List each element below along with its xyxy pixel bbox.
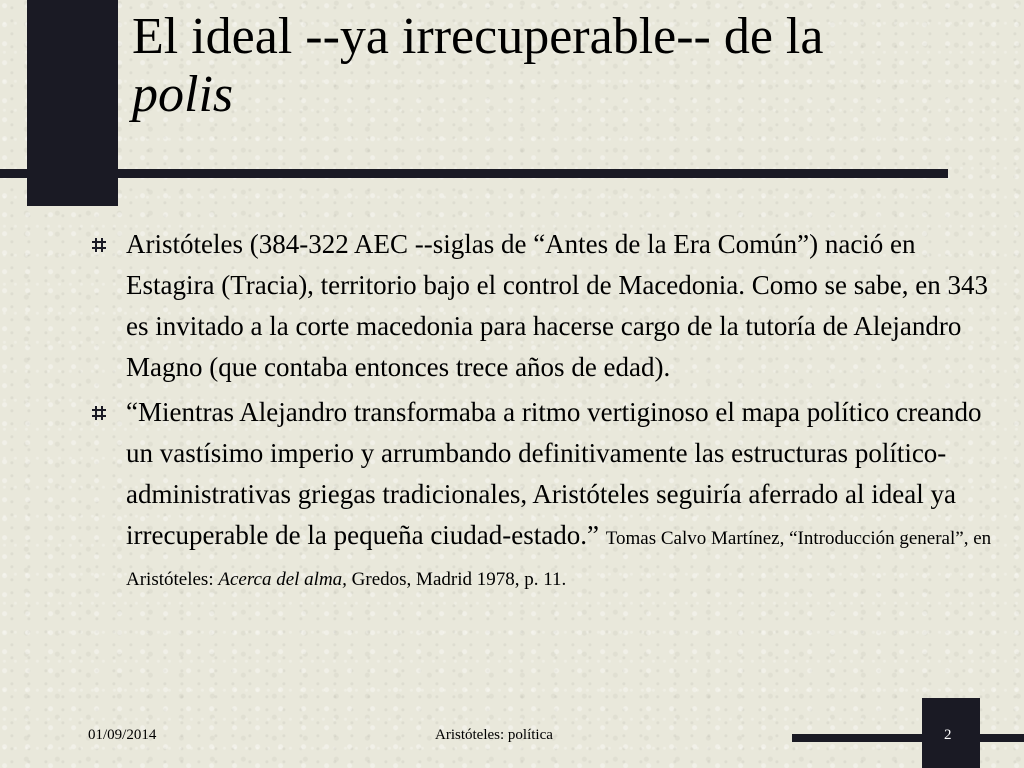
bullet-item-quote xyxy=(92,392,992,597)
hash-bullet-icon xyxy=(92,238,106,252)
slide-title xyxy=(132,8,1002,124)
citation-work: Acerca del alma, xyxy=(218,569,347,590)
bullet-text: Aristóteles (384-322 AEC --siglas de “Antes de la Era Común”) nació en Estagira (Tracia), territorio bajo el control de Macedonia. Como se sabe, en 343 es invitado a la corte macedonia para hacerse cargo de la tutoría de Alejandro Magno (que contaba entonces trece años de edad). xyxy=(126,229,988,382)
page-number: 2 xyxy=(944,727,952,743)
citation-author: Tomas Calvo Martínez, “Introducción general”, en Aristóteles: xyxy=(126,528,992,590)
bullet-item-biography xyxy=(92,224,992,388)
slide-content xyxy=(92,224,992,601)
hash-bullet-icon xyxy=(92,406,106,420)
citation-rest: Gredos, Madrid 1978, p. 11. xyxy=(346,569,567,590)
footer-date: 01/09/2014 xyxy=(88,727,157,743)
decorative-bar-top xyxy=(0,169,948,178)
slide-title-line1: El ideal --ya irrecuperable-- de la xyxy=(132,8,824,65)
slide-title-line2: polis xyxy=(132,66,234,123)
decorative-bar-bottom xyxy=(792,734,1024,742)
footer-title: Aristóteles: política xyxy=(435,727,553,743)
quote-text: “Mientras Alejandro transformaba a ritmo vertiginoso el mapa político creando un vastísimo imperio y arrumbando definitivamente las estructuras político-administrativas griegas tradicionales, Aristóteles seguiría aferrado al ideal ya irrecuperable de la pequeña ciudad-estado.” xyxy=(126,397,982,550)
